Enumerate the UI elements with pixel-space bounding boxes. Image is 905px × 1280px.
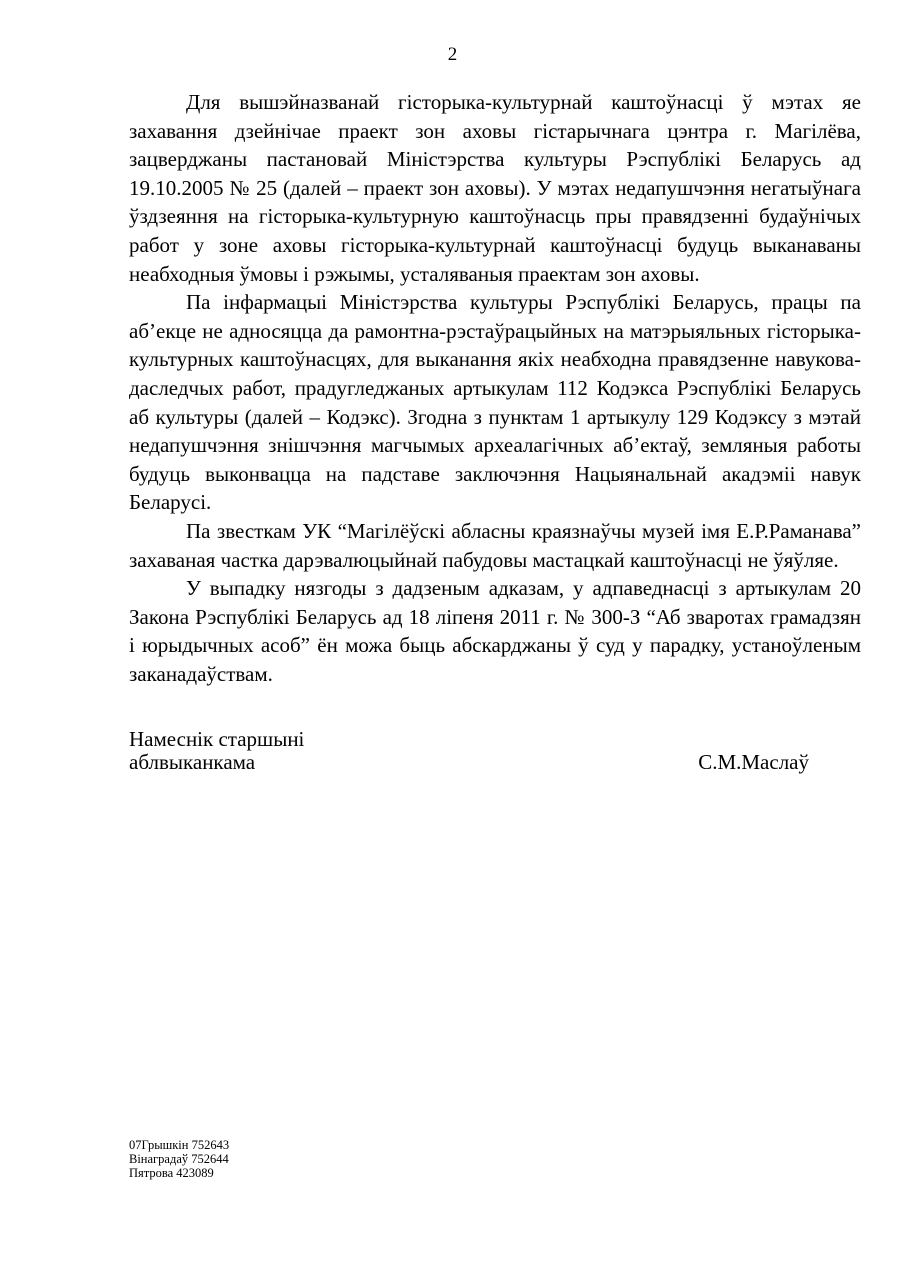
paragraph-museum-information: Па звесткам УК “Магілёўскі абласны краязнаўчы музей імя Е.Р.Раманава” захаваная частка дарэвалюцыйнай пабудовы мастацкай каштоўнасці не ўяўляе.	[129, 518, 861, 572]
page-number: 2	[447, 44, 458, 65]
signature-block	[129, 728, 809, 774]
signatory-title-line2: аблвыканкама	[129, 750, 256, 774]
signatory-title-line1: Намеснік старшыні	[129, 727, 305, 751]
contact-line: 07Грышкін 752643	[129, 1138, 230, 1152]
paragraph-appeal-rights: У выпадку нязгоды з дадзеным адказам, у адпаведнасці з артыкулам 20 Закона Рэспублікі Беларусь ад 18 ліпеня 2011 г. № 300-З “Аб зваротах грамадзян і юрыдычных асоб” ён можа быць абскарджаны ў суд у парадку, устаноўленым заканадаўствам.	[129, 576, 861, 686]
contact-line: Вінаградаў 752644	[129, 1152, 229, 1166]
paragraph-ministry-information: Па інфармацыі Міністэрства культуры Рэспублікі Беларусь, працы па аб’екце не адносяцца да рамонтна-рэстаўрацыйных на матэрыяльных гісторыка-культурных каштоўнасцях, для выканання якіх неабходна правядзенне навукова-даследчых работ, прадугледжаных артыкулам 112 Кодэкса Рэспублікі Беларусь аб культуры (далей – Кодэкс). Згодна з пунктам 1 артыкулу 129 Кодэксу з мэтай недапушчэння знішчэння магчымых археалагічных аб’ектаў, земляныя работы будуць выконвацца на падставе заключэння Нацыянальнай акадэміі навук Беларусі.	[129, 290, 861, 515]
contact-line: Пятрова 423089	[129, 1166, 214, 1180]
letter-body	[129, 88, 861, 688]
executor-contacts	[129, 1138, 229, 1180]
paragraph-protection-zones: Для вышэйназванай гісторыка-культурнай каштоўнасці ў мэтах яе захавання дзейнічае праект зон аховы гістарычнага цэнтра г. Магілёва, зацверджаны пастановай Міністэрства культуры Рэспублікі Беларусь ад 19.10.2005 № 25 (далей – праект зон аховы). У мэтах недапушчэння негатыўнага ўздзеяння на гісторыка-культурную каштоўнасць пры правядзенні будаўнічых работ у зоне аховы гісторыка-культурнай каштоўнасці будуць выканаваны неабходныя ўмовы і рэжымы, усталяваныя праектам зон аховы.	[129, 90, 861, 286]
signatory-name: С.М.Маслаў	[698, 750, 809, 774]
